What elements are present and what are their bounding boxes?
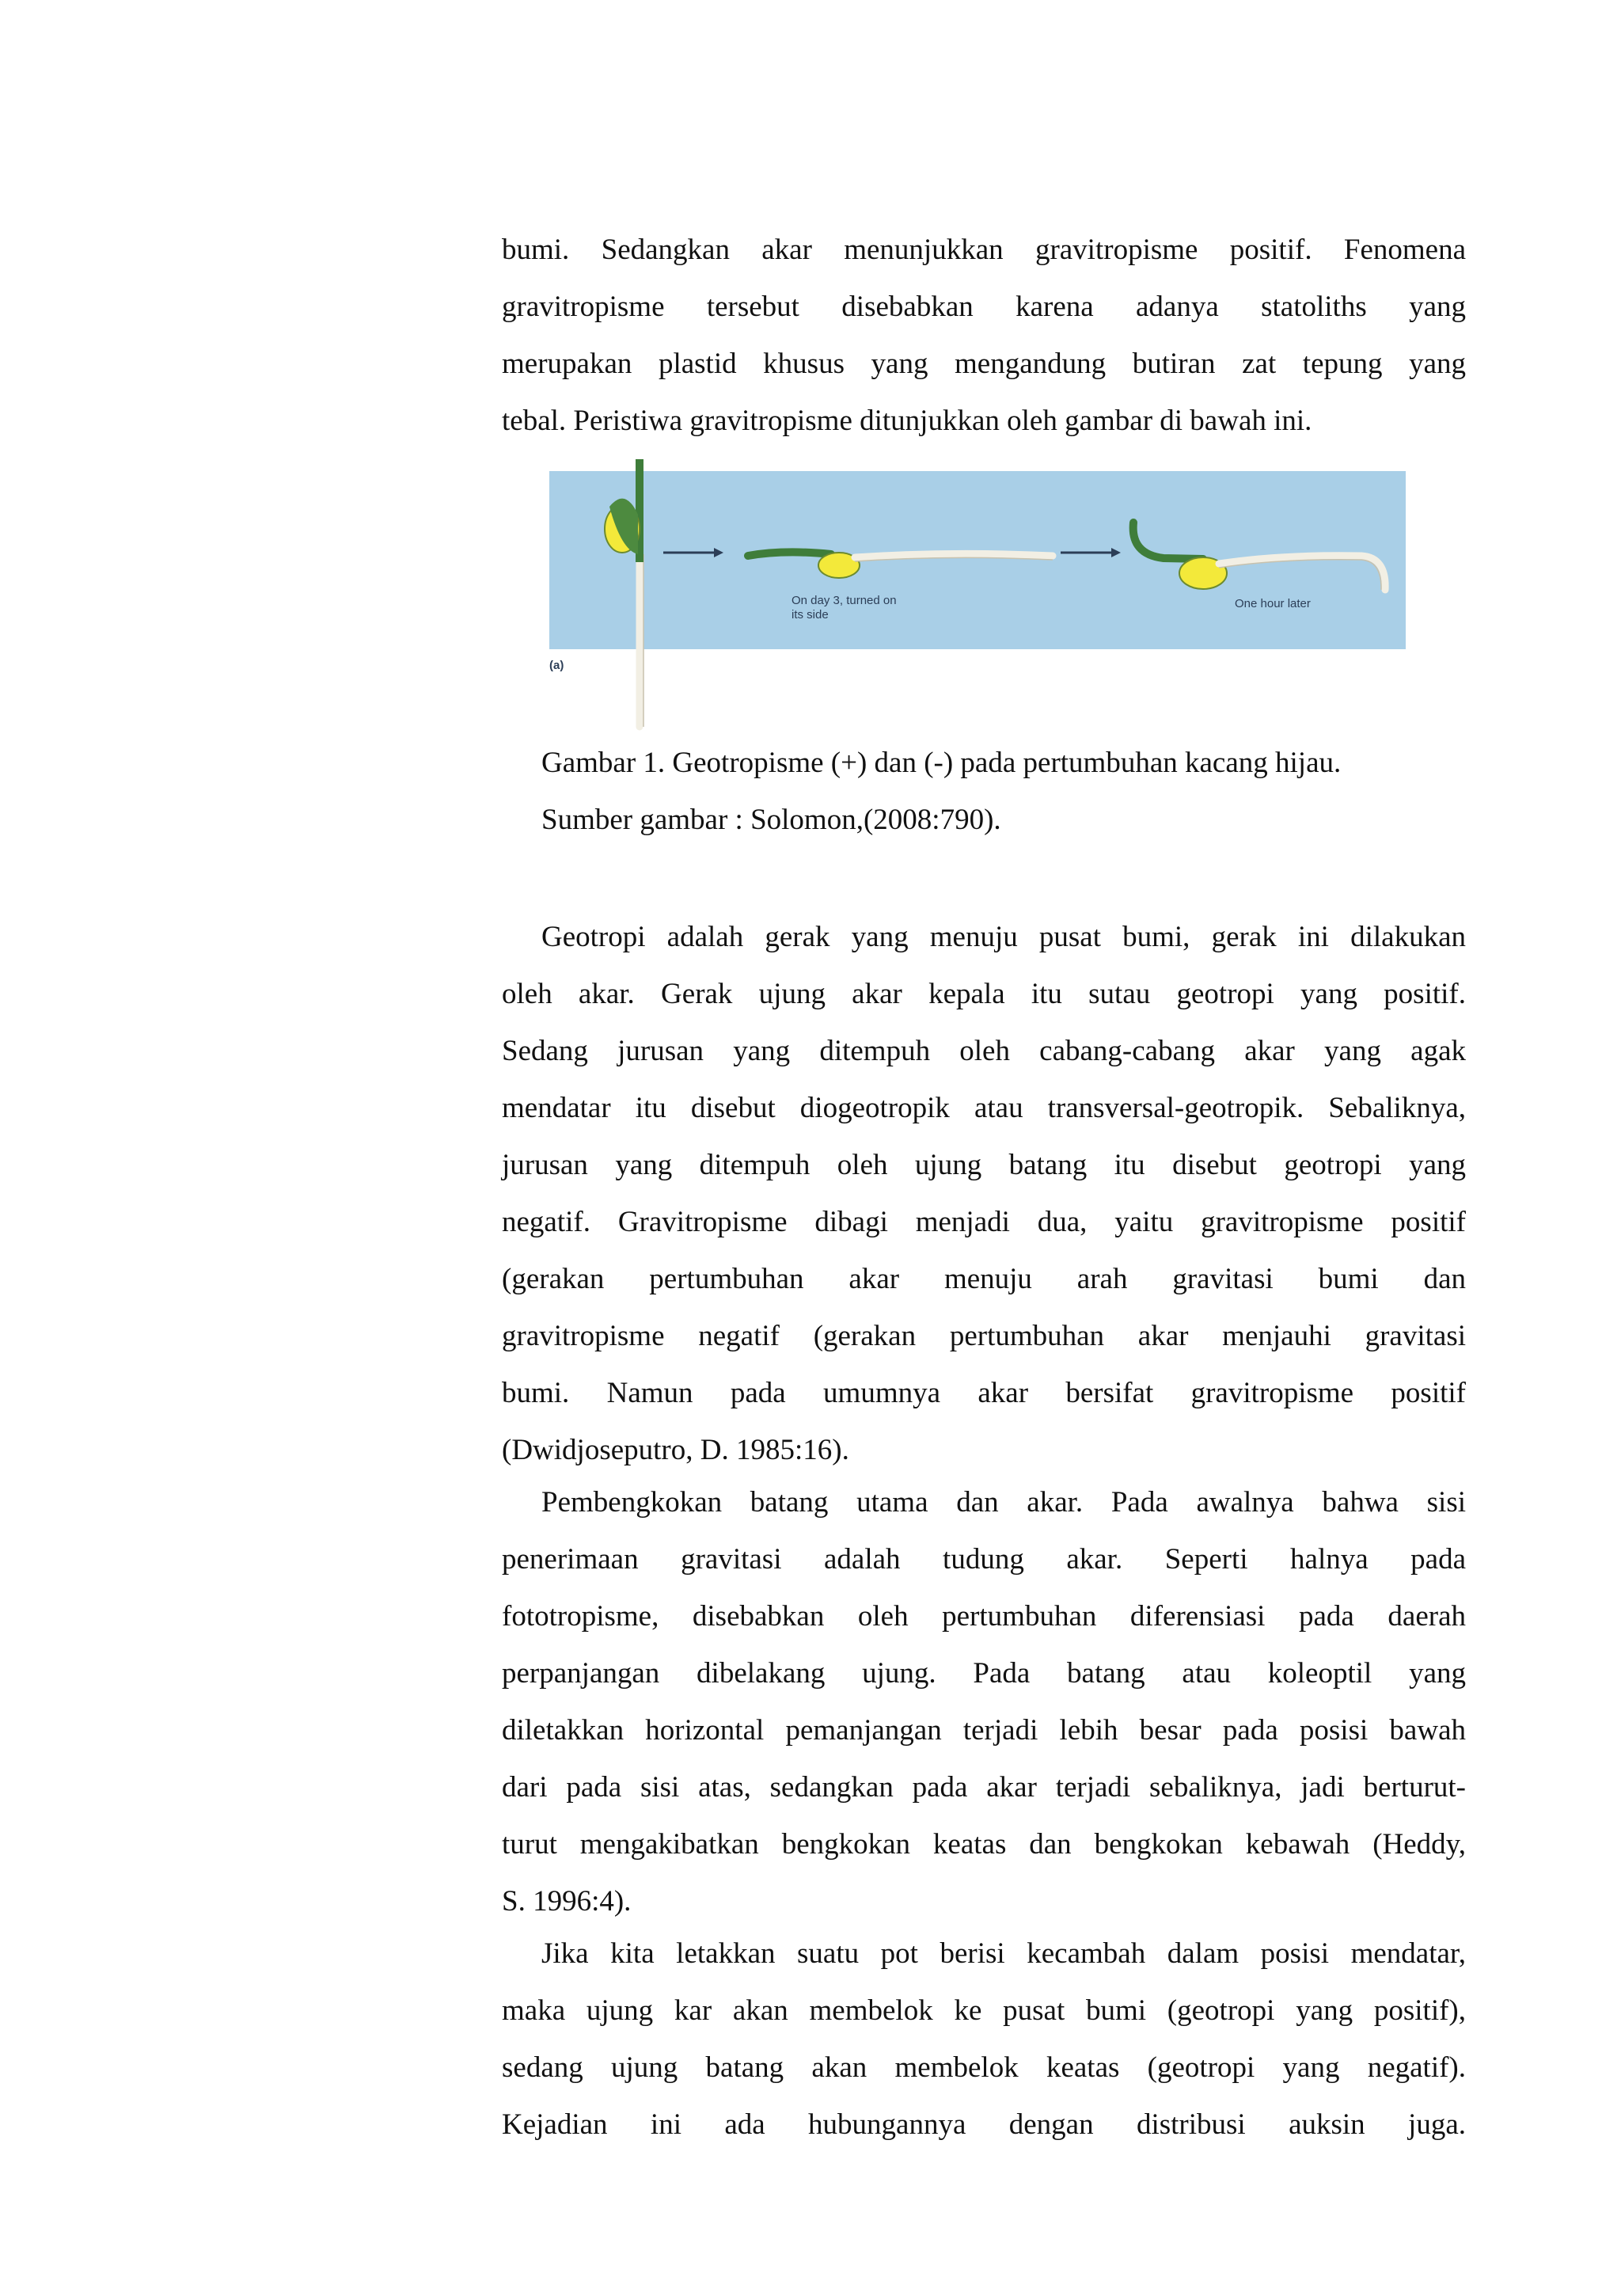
curved-seedling-icon [1133, 523, 1385, 590]
paragraph-line: gravitropisme tersebut disebabkan karena adanya statoliths yang [502, 291, 1466, 323]
arrow-right-icon [1061, 548, 1121, 557]
paragraph-line: Kejadian ini ada hubungannya dengan distribusi auksin juga. [502, 2108, 1466, 2141]
paragraph-line: fototropisme, disebabkan oleh pertumbuhan diferensiasi pada daerah [502, 1600, 1466, 1633]
paragraph-line: oleh akar. Gerak ujung akar kepala itu sutau geotropi yang positif. [502, 978, 1466, 1010]
paragraph-line: Jika kita letakkan suatu pot berisi kecambah dalam posisi mendatar, [541, 1937, 1466, 1970]
paragraph-line: Sedang jurusan yang ditempuh oleh cabang-cabang akar yang agak [502, 1035, 1466, 1067]
paragraph-line: dari pada sisi atas, sedangkan pada akar terjadi sebaliknya, jadi berturut- [502, 1771, 1466, 1804]
paragraph-line: diletakkan horizontal pemanjangan terjadi lebih besar pada posisi bawah [502, 1714, 1466, 1747]
paragraph-line: (gerakan pertumbuhan akar menuju arah gravitasi bumi dan [502, 1263, 1466, 1295]
paragraph-pembengkokan [502, 1474, 1466, 1930]
paragraph-line: Geotropi adalah gerak yang menuju pusat bumi, gerak ini dilakukan [541, 921, 1466, 953]
paragraph-line: bumi. Sedangkan akar menunjukkan gravitropisme positif. Fenomena [502, 234, 1466, 266]
upright-seedling-icon [605, 459, 643, 727]
paragraph-line: bumi. Namun pada umumnya akar bersifat gravitropisme positif [502, 1377, 1466, 1409]
gravitropism-illustration [0, 0, 1621, 744]
arrow-right-icon [663, 548, 723, 557]
paragraph-line: (Dwidjoseputro, D. 1985:16). [502, 1434, 849, 1466]
paragraph-line: perpanjangan dibelakang ujung. Pada batang atau koleoptil yang [502, 1657, 1466, 1690]
figure-label-day3-line2: its side [792, 608, 829, 622]
paragraph-line: merupakan plastid khusus yang mengandung butiran zat tepung yang [502, 348, 1466, 380]
paragraph-line: turut mengakibatkan bengkokan keatas dan bengkokan kebawah (Heddy, [502, 1828, 1466, 1861]
paragraph-line: sedang ujung batang akan membelok keatas (geotropi yang negatif). [502, 2051, 1466, 2084]
paragraph-line: negatif. Gravitropisme dibagi menjadi dua, yaitu gravitropisme positif [502, 1206, 1466, 1238]
sideways-seedling-icon [748, 552, 1053, 578]
paragraph-line: jurusan yang ditempuh oleh ujung batang itu disebut geotropi yang [502, 1149, 1466, 1181]
figure-label-day3-line1: On day 3, turned on [792, 594, 897, 607]
paragraph-kecambah [502, 1925, 1466, 2153]
figure-label-day3 [792, 594, 897, 622]
paragraph-line: tebal. Peristiwa gravitropisme ditunjukkan oleh gambar di bawah ini. [502, 405, 1312, 437]
paragraph-line: maka ujung kar akan membelok ke pusat bumi (geotropi yang positif), [502, 1994, 1466, 2027]
figure-source: Sumber gambar : Solomon,(2008:790). [541, 804, 1001, 836]
paragraph-line: penerimaan gravitasi adalah tudung akar. Seperti halnya pada [502, 1543, 1466, 1576]
paragraph-line: gravitropisme negatif (gerakan pertumbuhan akar menjauhi gravitasi [502, 1320, 1466, 1352]
paragraph-line: Pembengkokan batang utama dan akar. Pada awalnya bahwa sisi [541, 1486, 1466, 1519]
figure-caption: Gambar 1. Geotropisme (+) dan (-) pada pertumbuhan kacang hijau. [541, 747, 1342, 779]
paragraph-line: mendatar itu disebut diogeotropik atau transversal-geotropik. Sebaliknya, [502, 1092, 1466, 1124]
figure-label-a: (a) [549, 659, 564, 672]
paragraph-geotropi [502, 909, 1466, 1479]
paragraph-line: S. 1996:4). [502, 1885, 632, 1918]
figure-label-hour: One hour later [1235, 597, 1311, 610]
